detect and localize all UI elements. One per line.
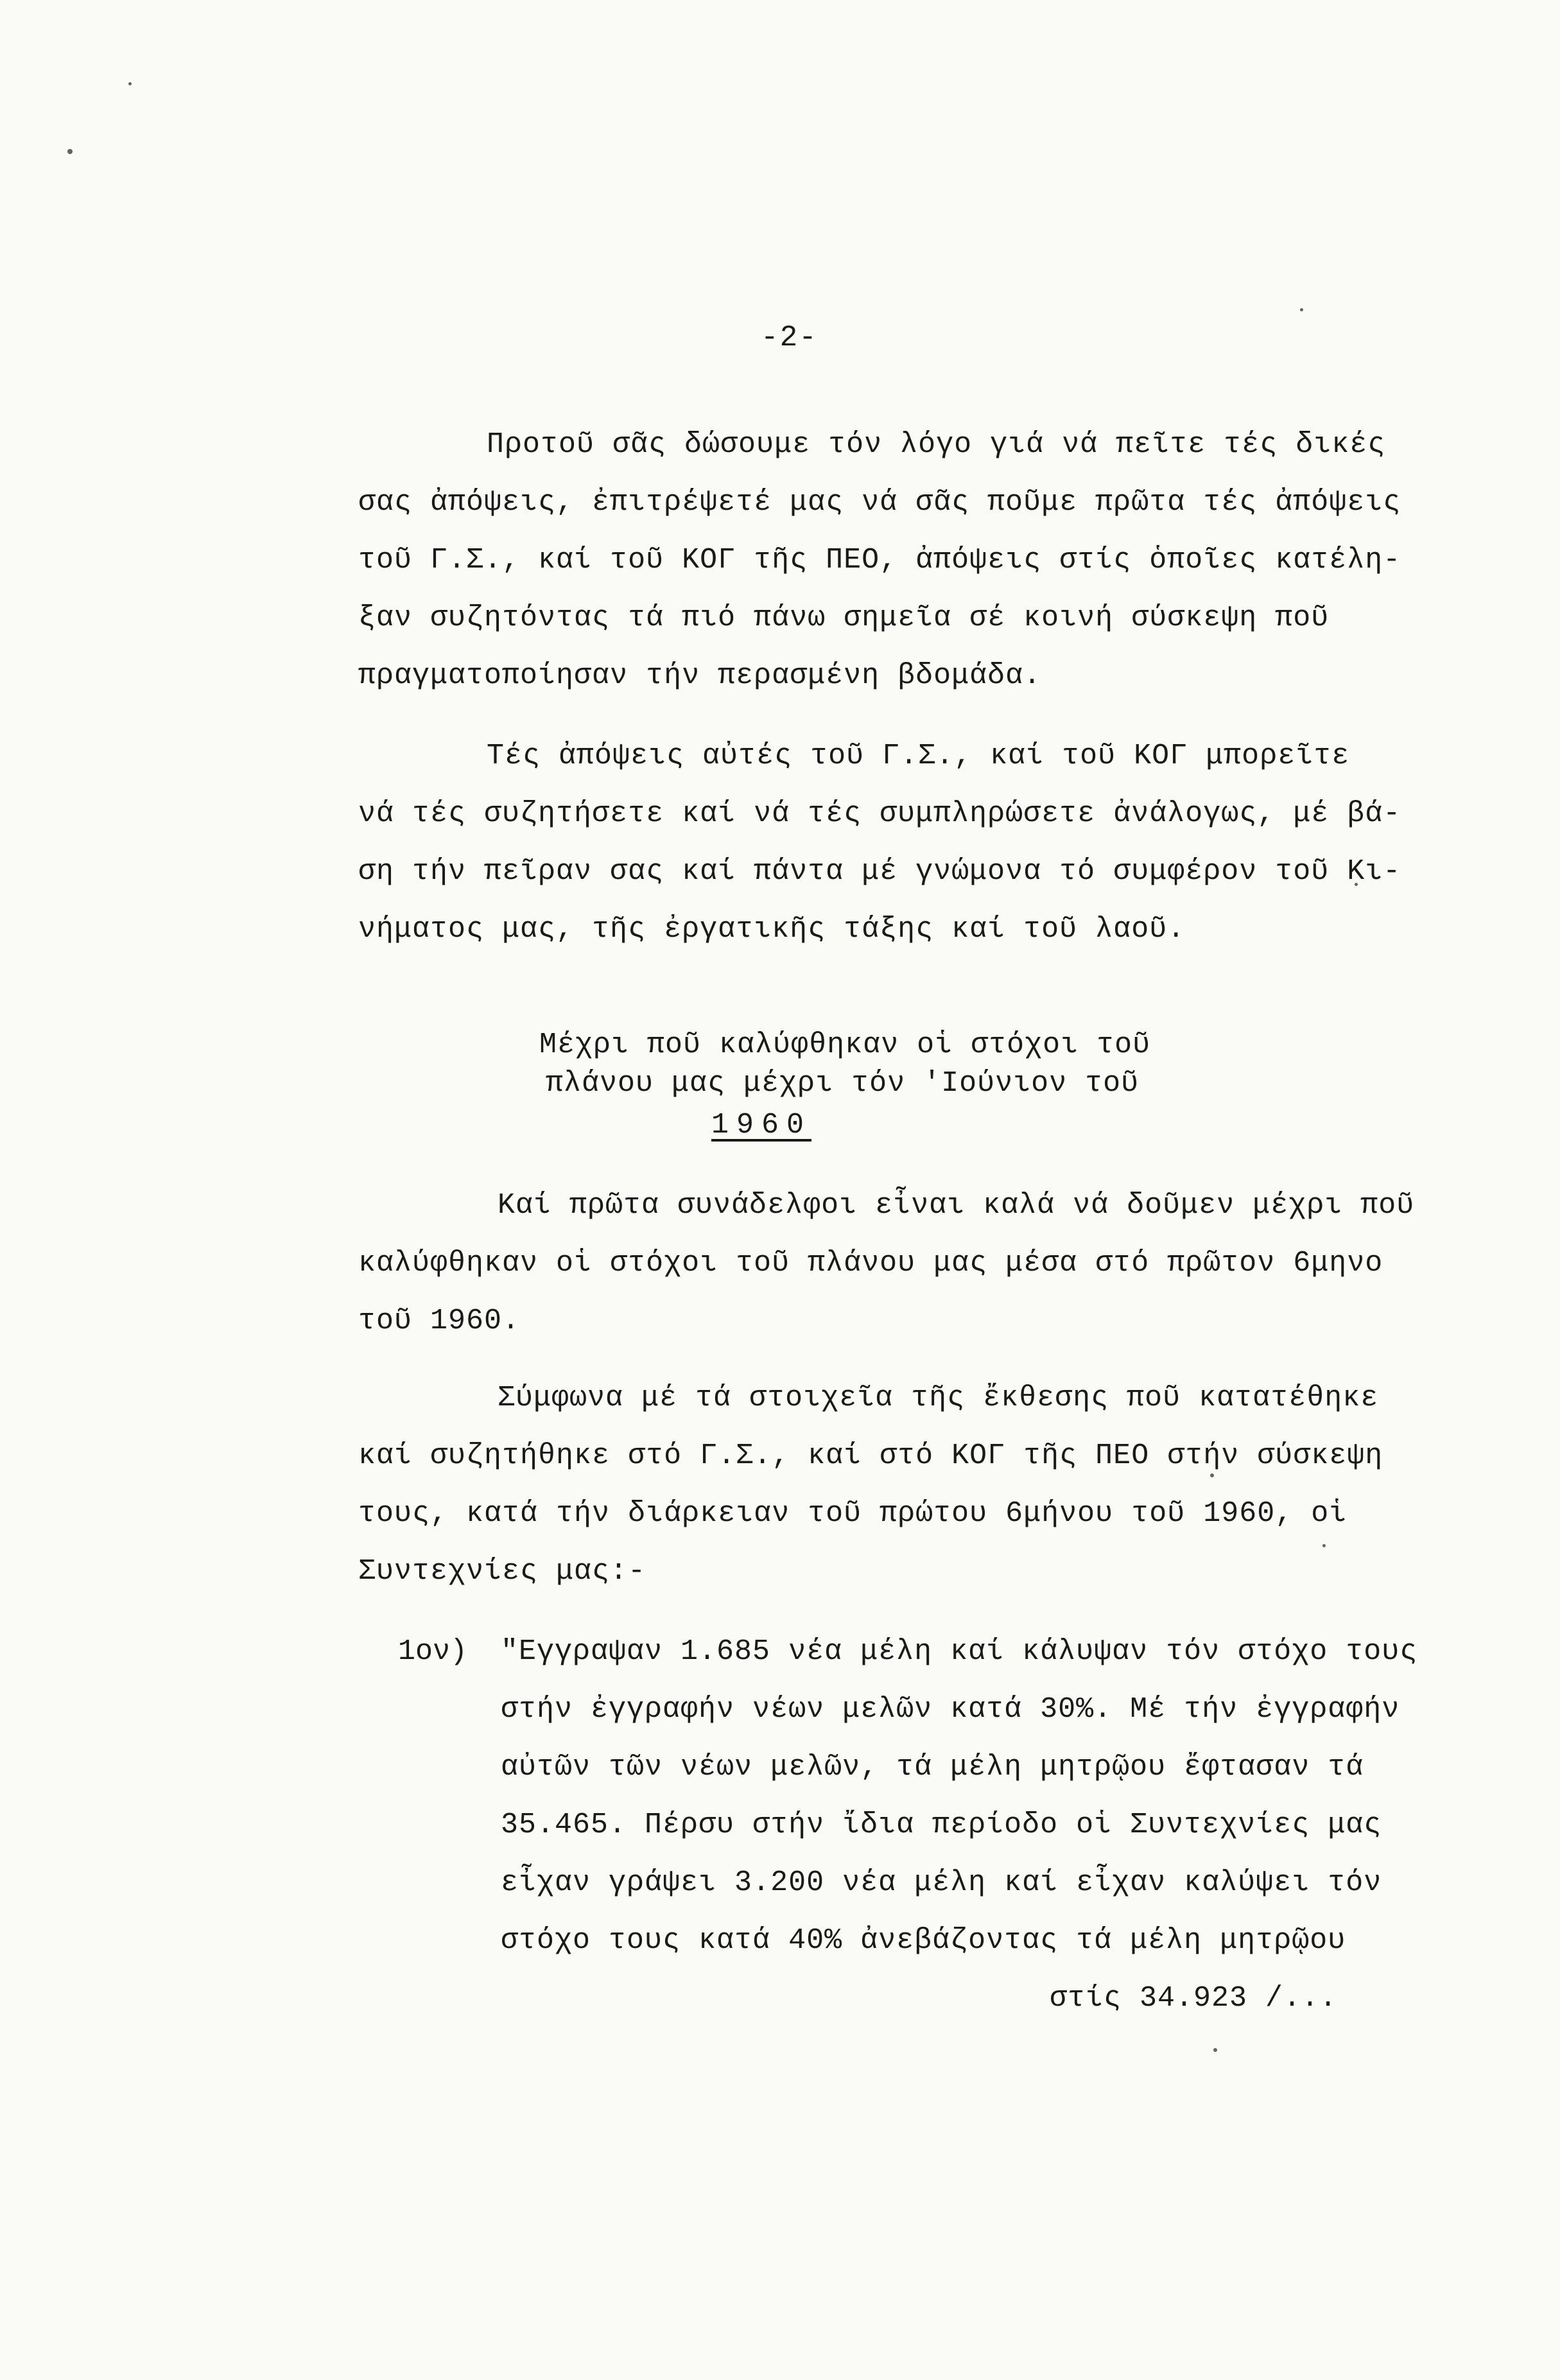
para2-line4: νήματος μας, τῆς ἐργατικῆς τάξης καί τοῦ λαοῦ. bbox=[358, 913, 1186, 946]
list-item-line6: στόχο τους κατά 40% ἀνεβάζοντας τά μέλη μητρῷου bbox=[501, 1924, 1346, 1957]
list-item-line2: στήν ἐγγραφήν νέων μελῶν κατά 30%. Μέ τήν ἐγγραφήν bbox=[501, 1693, 1400, 1726]
para1-line2: σας ἀπόψεις, ἐπιτρέψετέ μας νά σᾶς ποῦμε πρῶτα τές ἀπόψεις bbox=[358, 486, 1401, 519]
para4-line2: καί συζητήθηκε στό Γ.Σ., καί στό ΚΟΓ τῆς ΠΕΟ στήν σύσκεψη bbox=[358, 1439, 1383, 1472]
page-number: -2- bbox=[761, 321, 818, 354]
section-heading-year: 1960 bbox=[711, 1109, 812, 1142]
para1-line3: τοῦ Γ.Σ., καί τοῦ ΚΟΓ τῆς ΠΕΟ, ἀπόψεις στίς ὁποῖες κατέλη- bbox=[358, 544, 1401, 577]
para4-line3: τους, κατά τήν διάρκειαν τοῦ πρώτου 6μήνου τοῦ 1960, οἱ bbox=[358, 1497, 1348, 1530]
para4-line4: Συντεχνίες μας:- bbox=[358, 1555, 646, 1588]
para2-line3: ση τήν πεῖραν σας καί πάντα μέ γνώμονα τό συμφέρον τοῦ Κι- bbox=[358, 855, 1401, 888]
para3-line2: καλύφθηκαν οἱ στόχοι τοῦ πλάνου μας μέσα στό πρῶτον 6μηνο bbox=[358, 1247, 1383, 1280]
para2-line2: νά τές συζητήσετε καί νά τές συμπληρώσετε ἀνάλογως, μέ βά- bbox=[358, 797, 1401, 830]
section-heading-line2: πλάνου μας μέχρι τόν 'Ιούνιον τοῦ bbox=[546, 1067, 1140, 1100]
para4-line1: Σύμφωνα μέ τά στοιχεῖα τῆς ἔκθεσης ποῦ κατατέθηκε bbox=[498, 1382, 1379, 1414]
para3-line3: τοῦ 1960. bbox=[358, 1305, 521, 1337]
para3-line1: Καί πρῶτα συνάδελφοι εἶναι καλά νά δοῦμεν μέχρι ποῦ bbox=[498, 1189, 1415, 1222]
list-item-line1: "Εγγραψαν 1.685 νέα μέλη καί κάλυψαν τόν στόχο τους bbox=[501, 1635, 1418, 1668]
para1-line5: πραγματοποίησαν τήν περασμένη βδομάδα. bbox=[358, 659, 1042, 692]
section-heading-line1: Μέχρι ποῦ καλύφθηκαν οἱ στόχοι τοῦ bbox=[539, 1029, 1151, 1061]
para1-line4: ξαν συζητόντας τά πιό πάνω σημεῖα σέ κοινή σύσκεψη ποῦ bbox=[358, 602, 1330, 634]
continuation-marker: στίς 34.923 /... bbox=[1050, 1982, 1338, 2015]
list-item-line5: εἶχαν γράψει 3.200 νέα μέλη καί εἶχαν καλύψει τόν bbox=[501, 1866, 1382, 1899]
list-item-label: 1ον) bbox=[398, 1635, 468, 1668]
list-item-line3: αὐτῶν τῶν νέων μελῶν, τά μέλη μητρῷου ἔφτασαν τά bbox=[501, 1751, 1364, 1784]
para2-line1: Τές ἀπόψεις αὐτές τοῦ Γ.Σ., καί τοῦ ΚΟΓ μπορεῖτε bbox=[487, 740, 1350, 772]
para1-line1: Προτοῦ σᾶς δώσουμε τόν λόγο γιά νά πεῖτε τές δικές bbox=[487, 428, 1386, 461]
list-item-line4: 35.465. Πέρσυ στήν ἴδια περίοδο οἱ Συντεχνίες μας bbox=[501, 1809, 1382, 1841]
